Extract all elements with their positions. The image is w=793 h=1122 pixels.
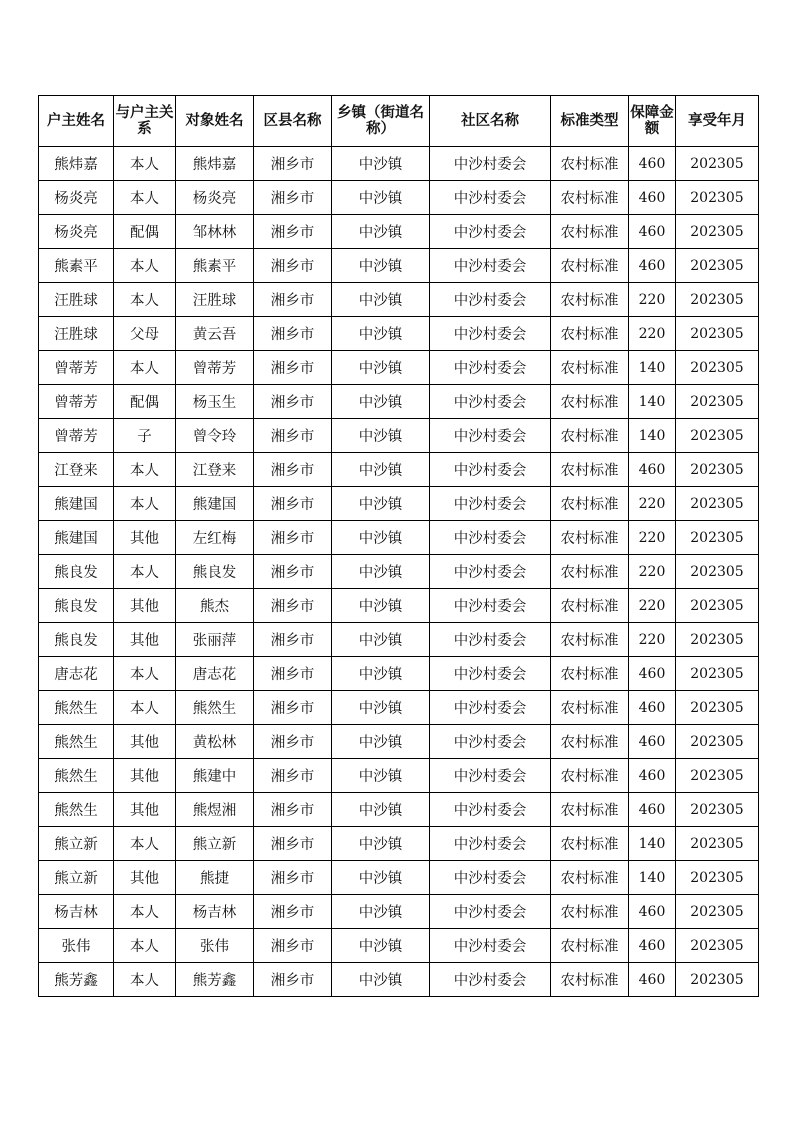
town-name-cell: 中沙镇 (332, 827, 430, 861)
county-name-cell: 湘乡市 (254, 725, 332, 759)
recipient-name-cell: 熊立新 (176, 827, 254, 861)
benefit-month-cell: 202305 (676, 215, 759, 249)
community-name-cell: 中沙村委会 (430, 351, 551, 385)
town-name-cell: 中沙镇 (332, 759, 430, 793)
table-row (39, 351, 759, 385)
standard-type-cell: 农村标准 (551, 351, 629, 385)
recipient-name-cell: 熊捷 (176, 861, 254, 895)
benefit-month-cell: 202305 (676, 351, 759, 385)
benefit-month-cell: 202305 (676, 759, 759, 793)
header-benefit-month: 享受年月 (676, 96, 759, 147)
county-name-cell: 湘乡市 (254, 555, 332, 589)
header-recipient-name: 对象姓名 (176, 96, 254, 147)
benefit-amount-cell: 460 (629, 793, 676, 827)
recipient-name-cell: 黄松林 (176, 725, 254, 759)
recipient-name-cell: 熊芳鑫 (176, 963, 254, 997)
benefit-amount-cell: 220 (629, 521, 676, 555)
benefit-month-cell: 202305 (676, 249, 759, 283)
benefit-amount-cell: 220 (629, 487, 676, 521)
benefit-amount-cell: 460 (629, 725, 676, 759)
header-community-name: 社区名称 (430, 96, 551, 147)
standard-type-cell: 农村标准 (551, 283, 629, 317)
town-name-cell: 中沙镇 (332, 419, 430, 453)
town-name-cell: 中沙镇 (332, 725, 430, 759)
household-head-name-cell: 熊然生 (39, 793, 114, 827)
benefit-month-cell: 202305 (676, 521, 759, 555)
standard-type-cell: 农村标准 (551, 963, 629, 997)
relationship-cell: 其他 (114, 793, 176, 827)
community-name-cell: 中沙村委会 (430, 929, 551, 963)
header-benefit-amount: 保障金额 (629, 96, 676, 147)
benefit-amount-cell: 460 (629, 691, 676, 725)
benefit-month-cell: 202305 (676, 861, 759, 895)
household-head-name-cell: 熊建国 (39, 487, 114, 521)
relationship-cell: 本人 (114, 351, 176, 385)
recipient-name-cell: 杨吉林 (176, 895, 254, 929)
relationship-cell: 本人 (114, 283, 176, 317)
community-name-cell: 中沙村委会 (430, 623, 551, 657)
benefit-amount-cell: 460 (629, 759, 676, 793)
household-head-name-cell: 杨吉林 (39, 895, 114, 929)
county-name-cell: 湘乡市 (254, 929, 332, 963)
relationship-cell: 本人 (114, 487, 176, 521)
county-name-cell: 湘乡市 (254, 317, 332, 351)
community-name-cell: 中沙村委会 (430, 861, 551, 895)
relationship-cell: 父母 (114, 317, 176, 351)
table-row (39, 725, 759, 759)
relationship-cell: 本人 (114, 657, 176, 691)
recipient-name-cell: 熊炜嘉 (176, 147, 254, 181)
town-name-cell: 中沙镇 (332, 385, 430, 419)
relationship-cell: 本人 (114, 147, 176, 181)
town-name-cell: 中沙镇 (332, 793, 430, 827)
community-name-cell: 中沙村委会 (430, 657, 551, 691)
household-head-name-cell: 曾蒂芳 (39, 385, 114, 419)
benefit-amount-cell: 220 (629, 283, 676, 317)
town-name-cell: 中沙镇 (332, 351, 430, 385)
benefit-amount-cell: 460 (629, 929, 676, 963)
standard-type-cell: 农村标准 (551, 317, 629, 351)
household-head-name-cell: 熊芳鑫 (39, 963, 114, 997)
table-row (39, 147, 759, 181)
table-row (39, 657, 759, 691)
town-name-cell: 中沙镇 (332, 657, 430, 691)
table-header (39, 96, 759, 147)
standard-type-cell: 农村标准 (551, 759, 629, 793)
benefit-month-cell: 202305 (676, 963, 759, 997)
recipient-name-cell: 唐志花 (176, 657, 254, 691)
benefit-month-cell: 202305 (676, 623, 759, 657)
standard-type-cell: 农村标准 (551, 589, 629, 623)
benefit-month-cell: 202305 (676, 419, 759, 453)
benefit-amount-cell: 220 (629, 317, 676, 351)
recipient-name-cell: 邹林林 (176, 215, 254, 249)
benefit-month-cell: 202305 (676, 317, 759, 351)
benefit-amount-cell: 140 (629, 861, 676, 895)
household-head-name-cell: 熊然生 (39, 725, 114, 759)
household-head-name-cell: 熊建国 (39, 521, 114, 555)
header-county-name: 区县名称 (254, 96, 332, 147)
table-row (39, 181, 759, 215)
recipient-name-cell: 熊建国 (176, 487, 254, 521)
assistance-recipients-table (38, 95, 759, 997)
recipient-name-cell: 熊杰 (176, 589, 254, 623)
town-name-cell: 中沙镇 (332, 215, 430, 249)
table-row (39, 929, 759, 963)
household-head-name-cell: 汪胜球 (39, 317, 114, 351)
county-name-cell: 湘乡市 (254, 589, 332, 623)
relationship-cell: 本人 (114, 181, 176, 215)
table-row (39, 215, 759, 249)
benefit-amount-cell: 460 (629, 215, 676, 249)
standard-type-cell: 农村标准 (551, 691, 629, 725)
standard-type-cell: 农村标准 (551, 623, 629, 657)
relationship-cell: 本人 (114, 691, 176, 725)
town-name-cell: 中沙镇 (332, 623, 430, 657)
town-name-cell: 中沙镇 (332, 521, 430, 555)
relationship-cell: 配偶 (114, 215, 176, 249)
town-name-cell: 中沙镇 (332, 453, 430, 487)
header-row (39, 96, 759, 147)
household-head-name-cell: 杨炎亮 (39, 181, 114, 215)
header-standard-type: 标准类型 (551, 96, 629, 147)
benefit-amount-cell: 460 (629, 181, 676, 215)
benefit-amount-cell: 140 (629, 827, 676, 861)
standard-type-cell: 农村标准 (551, 453, 629, 487)
benefit-month-cell: 202305 (676, 555, 759, 589)
community-name-cell: 中沙村委会 (430, 283, 551, 317)
relationship-cell: 本人 (114, 895, 176, 929)
household-head-name-cell: 张伟 (39, 929, 114, 963)
table-row (39, 827, 759, 861)
recipient-name-cell: 江登来 (176, 453, 254, 487)
table-row (39, 691, 759, 725)
county-name-cell: 湘乡市 (254, 861, 332, 895)
recipient-name-cell: 黄云吾 (176, 317, 254, 351)
standard-type-cell: 农村标准 (551, 181, 629, 215)
relationship-cell: 本人 (114, 929, 176, 963)
benefit-month-cell: 202305 (676, 147, 759, 181)
table-row (39, 487, 759, 521)
benefit-month-cell: 202305 (676, 181, 759, 215)
relationship-cell: 本人 (114, 249, 176, 283)
header-town-name: 乡镇（街道名称） (332, 96, 430, 147)
header-relationship: 与户主关系 (114, 96, 176, 147)
table-row (39, 623, 759, 657)
benefit-amount-cell: 460 (629, 963, 676, 997)
household-head-name-cell: 熊然生 (39, 759, 114, 793)
benefit-month-cell: 202305 (676, 793, 759, 827)
county-name-cell: 湘乡市 (254, 521, 332, 555)
community-name-cell: 中沙村委会 (430, 181, 551, 215)
community-name-cell: 中沙村委会 (430, 555, 551, 589)
community-name-cell: 中沙村委会 (430, 385, 551, 419)
town-name-cell: 中沙镇 (332, 929, 430, 963)
community-name-cell: 中沙村委会 (430, 215, 551, 249)
household-head-name-cell: 曾蒂芳 (39, 351, 114, 385)
benefit-month-cell: 202305 (676, 929, 759, 963)
household-head-name-cell: 熊炜嘉 (39, 147, 114, 181)
county-name-cell: 湘乡市 (254, 385, 332, 419)
county-name-cell: 湘乡市 (254, 487, 332, 521)
benefit-amount-cell: 460 (629, 657, 676, 691)
town-name-cell: 中沙镇 (332, 317, 430, 351)
town-name-cell: 中沙镇 (332, 147, 430, 181)
county-name-cell: 湘乡市 (254, 623, 332, 657)
town-name-cell: 中沙镇 (332, 249, 430, 283)
benefit-amount-cell: 460 (629, 895, 676, 929)
household-head-name-cell: 熊素平 (39, 249, 114, 283)
relationship-cell: 其他 (114, 725, 176, 759)
recipient-name-cell: 曾令玲 (176, 419, 254, 453)
header-household-head-name: 户主姓名 (39, 96, 114, 147)
benefit-month-cell: 202305 (676, 453, 759, 487)
county-name-cell: 湘乡市 (254, 691, 332, 725)
county-name-cell: 湘乡市 (254, 283, 332, 317)
town-name-cell: 中沙镇 (332, 181, 430, 215)
county-name-cell: 湘乡市 (254, 827, 332, 861)
county-name-cell: 湘乡市 (254, 351, 332, 385)
table-row (39, 895, 759, 929)
standard-type-cell: 农村标准 (551, 657, 629, 691)
town-name-cell: 中沙镇 (332, 283, 430, 317)
standard-type-cell: 农村标准 (551, 861, 629, 895)
community-name-cell: 中沙村委会 (430, 793, 551, 827)
household-head-name-cell: 熊良发 (39, 589, 114, 623)
community-name-cell: 中沙村委会 (430, 895, 551, 929)
recipient-name-cell: 熊煜湘 (176, 793, 254, 827)
recipient-name-cell: 熊建中 (176, 759, 254, 793)
recipient-name-cell: 张丽萍 (176, 623, 254, 657)
benefit-month-cell: 202305 (676, 725, 759, 759)
standard-type-cell: 农村标准 (551, 895, 629, 929)
county-name-cell: 湘乡市 (254, 793, 332, 827)
table-row (39, 385, 759, 419)
table-row (39, 793, 759, 827)
benefit-month-cell: 202305 (676, 691, 759, 725)
relationship-cell: 配偶 (114, 385, 176, 419)
benefit-month-cell: 202305 (676, 283, 759, 317)
county-name-cell: 湘乡市 (254, 963, 332, 997)
community-name-cell: 中沙村委会 (430, 827, 551, 861)
county-name-cell: 湘乡市 (254, 147, 332, 181)
relationship-cell: 其他 (114, 589, 176, 623)
benefit-month-cell: 202305 (676, 589, 759, 623)
household-head-name-cell: 熊良发 (39, 623, 114, 657)
recipient-name-cell: 杨炎亮 (176, 181, 254, 215)
county-name-cell: 湘乡市 (254, 215, 332, 249)
community-name-cell: 中沙村委会 (430, 759, 551, 793)
recipient-name-cell: 熊素平 (176, 249, 254, 283)
table-row (39, 249, 759, 283)
table-row (39, 419, 759, 453)
standard-type-cell: 农村标准 (551, 827, 629, 861)
standard-type-cell: 农村标准 (551, 385, 629, 419)
relationship-cell: 子 (114, 419, 176, 453)
benefit-amount-cell: 140 (629, 385, 676, 419)
community-name-cell: 中沙村委会 (430, 521, 551, 555)
table-row (39, 521, 759, 555)
community-name-cell: 中沙村委会 (430, 487, 551, 521)
standard-type-cell: 农村标准 (551, 215, 629, 249)
household-head-name-cell: 熊立新 (39, 861, 114, 895)
relationship-cell: 本人 (114, 963, 176, 997)
table-row (39, 317, 759, 351)
table-row (39, 555, 759, 589)
table-row (39, 589, 759, 623)
county-name-cell: 湘乡市 (254, 181, 332, 215)
standard-type-cell: 农村标准 (551, 249, 629, 283)
standard-type-cell: 农村标准 (551, 521, 629, 555)
county-name-cell: 湘乡市 (254, 657, 332, 691)
relationship-cell: 其他 (114, 861, 176, 895)
household-head-name-cell: 熊立新 (39, 827, 114, 861)
table-body (39, 147, 759, 997)
county-name-cell: 湘乡市 (254, 249, 332, 283)
benefit-month-cell: 202305 (676, 385, 759, 419)
town-name-cell: 中沙镇 (332, 555, 430, 589)
county-name-cell: 湘乡市 (254, 895, 332, 929)
relationship-cell: 其他 (114, 623, 176, 657)
household-head-name-cell: 杨炎亮 (39, 215, 114, 249)
town-name-cell: 中沙镇 (332, 691, 430, 725)
recipient-name-cell: 熊然生 (176, 691, 254, 725)
benefit-month-cell: 202305 (676, 487, 759, 521)
recipient-name-cell: 曾蒂芳 (176, 351, 254, 385)
benefit-month-cell: 202305 (676, 827, 759, 861)
recipient-name-cell: 张伟 (176, 929, 254, 963)
county-name-cell: 湘乡市 (254, 419, 332, 453)
relationship-cell: 其他 (114, 521, 176, 555)
recipient-name-cell: 左红梅 (176, 521, 254, 555)
benefit-amount-cell: 140 (629, 351, 676, 385)
relationship-cell: 本人 (114, 453, 176, 487)
benefit-amount-cell: 220 (629, 555, 676, 589)
table-row (39, 861, 759, 895)
benefit-amount-cell: 140 (629, 419, 676, 453)
relationship-cell: 其他 (114, 759, 176, 793)
town-name-cell: 中沙镇 (332, 895, 430, 929)
community-name-cell: 中沙村委会 (430, 963, 551, 997)
town-name-cell: 中沙镇 (332, 589, 430, 623)
community-name-cell: 中沙村委会 (430, 725, 551, 759)
standard-type-cell: 农村标准 (551, 555, 629, 589)
standard-type-cell: 农村标准 (551, 725, 629, 759)
benefit-month-cell: 202305 (676, 657, 759, 691)
benefit-amount-cell: 460 (629, 147, 676, 181)
household-head-name-cell: 唐志花 (39, 657, 114, 691)
community-name-cell: 中沙村委会 (430, 691, 551, 725)
community-name-cell: 中沙村委会 (430, 419, 551, 453)
standard-type-cell: 农村标准 (551, 793, 629, 827)
benefit-amount-cell: 220 (629, 623, 676, 657)
relationship-cell: 本人 (114, 555, 176, 589)
town-name-cell: 中沙镇 (332, 861, 430, 895)
household-head-name-cell: 曾蒂芳 (39, 419, 114, 453)
standard-type-cell: 农村标准 (551, 487, 629, 521)
community-name-cell: 中沙村委会 (430, 317, 551, 351)
community-name-cell: 中沙村委会 (430, 147, 551, 181)
recipient-name-cell: 汪胜球 (176, 283, 254, 317)
benefit-amount-cell: 460 (629, 453, 676, 487)
community-name-cell: 中沙村委会 (430, 453, 551, 487)
standard-type-cell: 农村标准 (551, 929, 629, 963)
town-name-cell: 中沙镇 (332, 963, 430, 997)
county-name-cell: 湘乡市 (254, 759, 332, 793)
standard-type-cell: 农村标准 (551, 419, 629, 453)
community-name-cell: 中沙村委会 (430, 249, 551, 283)
table-row (39, 453, 759, 487)
household-head-name-cell: 汪胜球 (39, 283, 114, 317)
standard-type-cell: 农村标准 (551, 147, 629, 181)
recipient-name-cell: 熊良发 (176, 555, 254, 589)
community-name-cell: 中沙村委会 (430, 589, 551, 623)
town-name-cell: 中沙镇 (332, 487, 430, 521)
county-name-cell: 湘乡市 (254, 453, 332, 487)
household-head-name-cell: 熊良发 (39, 555, 114, 589)
household-head-name-cell: 熊然生 (39, 691, 114, 725)
recipient-name-cell: 杨玉生 (176, 385, 254, 419)
benefit-amount-cell: 460 (629, 249, 676, 283)
table-row (39, 283, 759, 317)
benefit-month-cell: 202305 (676, 895, 759, 929)
relationship-cell: 本人 (114, 827, 176, 861)
benefit-amount-cell: 220 (629, 589, 676, 623)
household-head-name-cell: 江登来 (39, 453, 114, 487)
table-row (39, 963, 759, 997)
table-row (39, 759, 759, 793)
